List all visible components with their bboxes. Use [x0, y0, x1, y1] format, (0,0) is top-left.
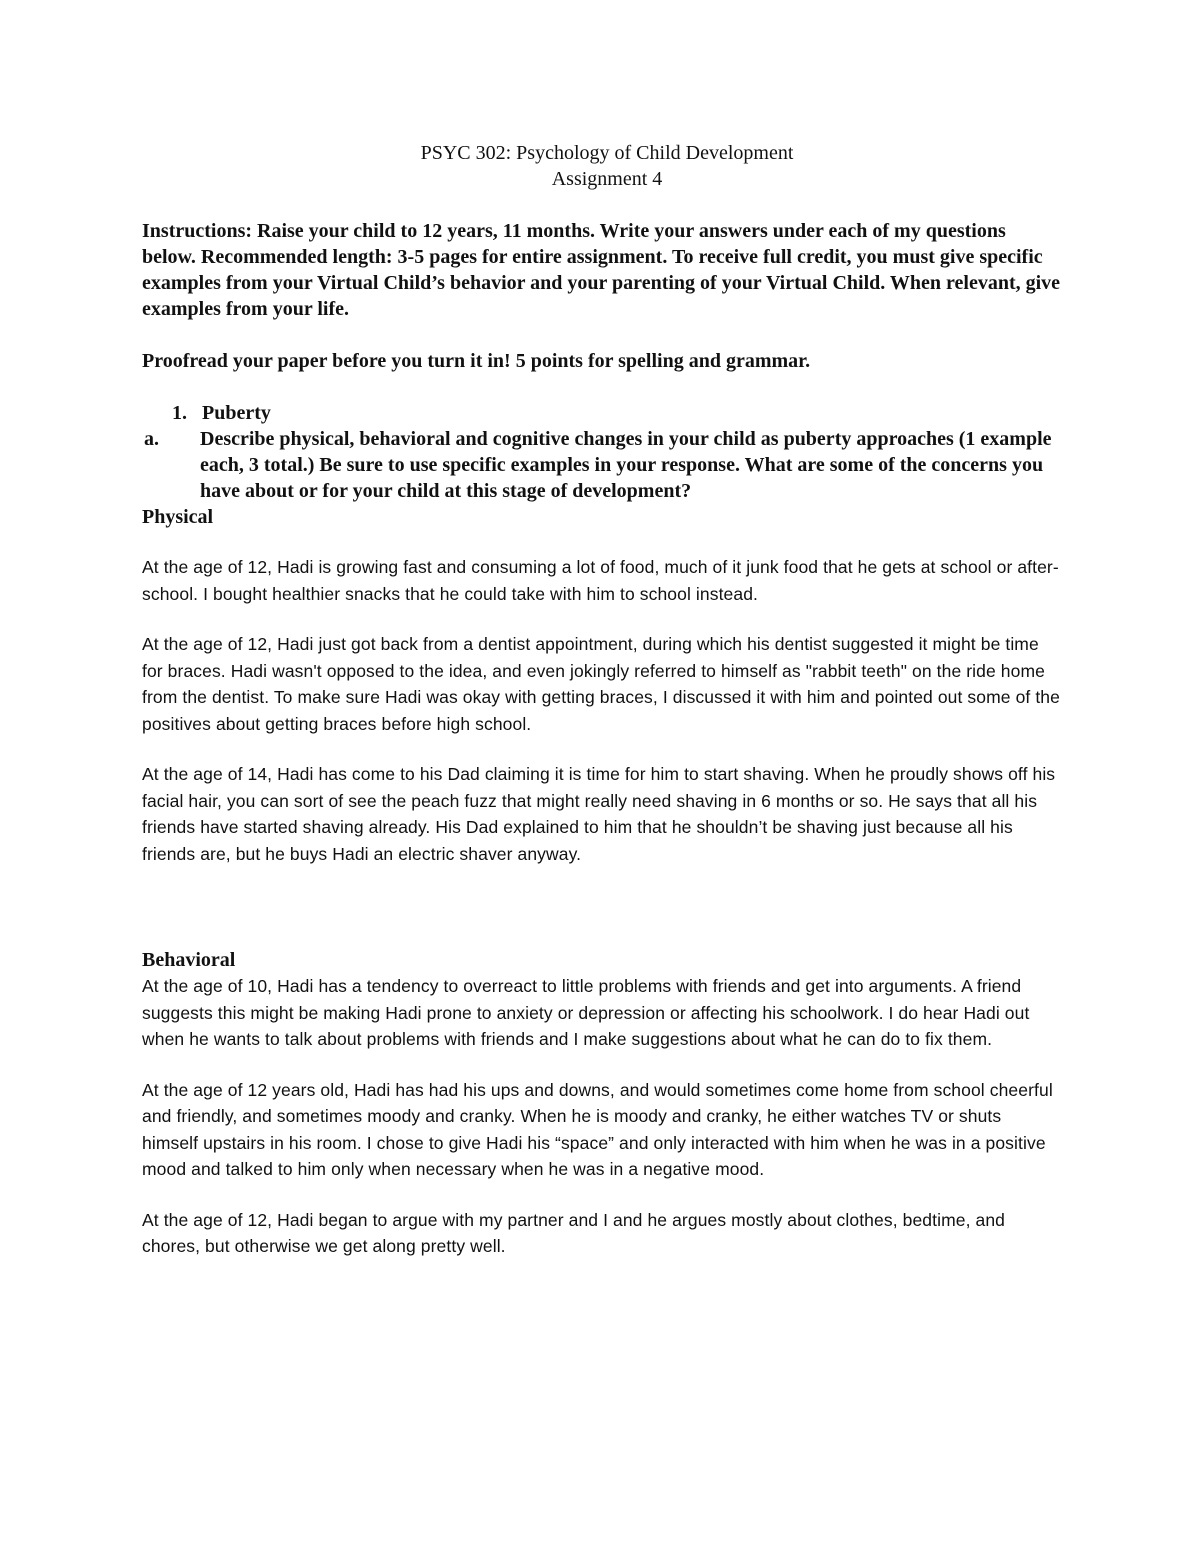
proofread-note: Proofread your paper before you turn it in! 5 points for spelling and grammar.	[142, 350, 811, 372]
physical-paragraph-2: At the age of 12, Hadi just got back from a dentist appointment, during which his dentist suggested it might be time for braces. Hadi wasn't opposed to the idea, and even jokingly referred to himself as "rabbit teeth" on the ride home from the dentist. To make sure Hadi was okay with getting braces, I discussed it with him and pointed out some of the positives about getting braces before high school.	[142, 634, 1060, 734]
course-title: PSYC 302: Psychology of Child Development	[420, 142, 794, 164]
list-item-label: Puberty	[202, 402, 271, 424]
behavioral-paragraph-3: At the age of 12, Hadi began to argue with my partner and I and he argues mostly about clothes, bedtime, and chores, but otherwise we get along pretty well.	[142, 1209, 1006, 1256]
behavioral-paragraph-2: At the age of 12 years old, Hadi has had his ups and downs, and would sometimes come home from school cheerful and friendly, and sometimes moody and cranky. When he is moody and cranky, he either watches TV or shuts himself upstairs in his room. I chose to give Hadi his “space” and only interacted with him when he was in a positive mood and talked to him only when necessary when he was in a negative mood.	[142, 1079, 1053, 1179]
document-page	[142, 140, 1062, 1260]
list-item-number: 1.	[172, 402, 187, 424]
sub-item-question: Describe physical, behavioral and cognitive changes in your child as puberty approaches (1 example each, 3 total.) Be sure to use specific examples in your response. What are some of the concerns you have about or for your child at this stage of development?	[200, 428, 1052, 502]
behavioral-paragraph-1: At the age of 10, Hadi has a tendency to overreact to little problems with friends and get into arguments. A friend suggests this might be making Hadi prone to anxiety or depression or affecting his schoolwork. I do hear Hadi out when he wants to talk about problems with friends and I make suggestions about what he can do to fix them.	[142, 976, 1030, 1049]
document-title	[142, 140, 1062, 192]
physical-paragraph-3: At the age of 14, Hadi has come to his Dad claiming it is time for him to start shaving. When he proudly shows off his facial hair, you can sort of see the peach fuzz that might really need shaving in 6 months or so. He says that all his friends have started shaving already. His Dad explained to him that he shouldn’t be shaving just because all his friends are, but he buys Hadi an electric shaver anyway.	[142, 764, 1056, 864]
physical-heading: Physical	[142, 506, 214, 528]
sub-item-letter: a.	[144, 428, 159, 450]
instructions-text: Instructions: Raise your child to 12 years, 11 months. Write your answers under each of my questions below. Recommended length: 3-5 pages for entire assignment. To receive full credit, you must give specific examples from your Virtual Child’s behavior and your parenting of your Virtual Child. When relevant, give examples from your life.	[142, 220, 1061, 320]
assignment-title: Assignment 4	[551, 168, 663, 190]
lettered-list-item	[142, 426, 1062, 504]
physical-paragraph-1: At the age of 12, Hadi is growing fast and consuming a lot of food, much of it junk food that he gets at school or after-school. I bought healthier snacks that he could take with him to school instead.	[142, 557, 1059, 604]
numbered-list-item	[142, 400, 1062, 426]
behavioral-heading: Behavioral	[142, 949, 236, 971]
